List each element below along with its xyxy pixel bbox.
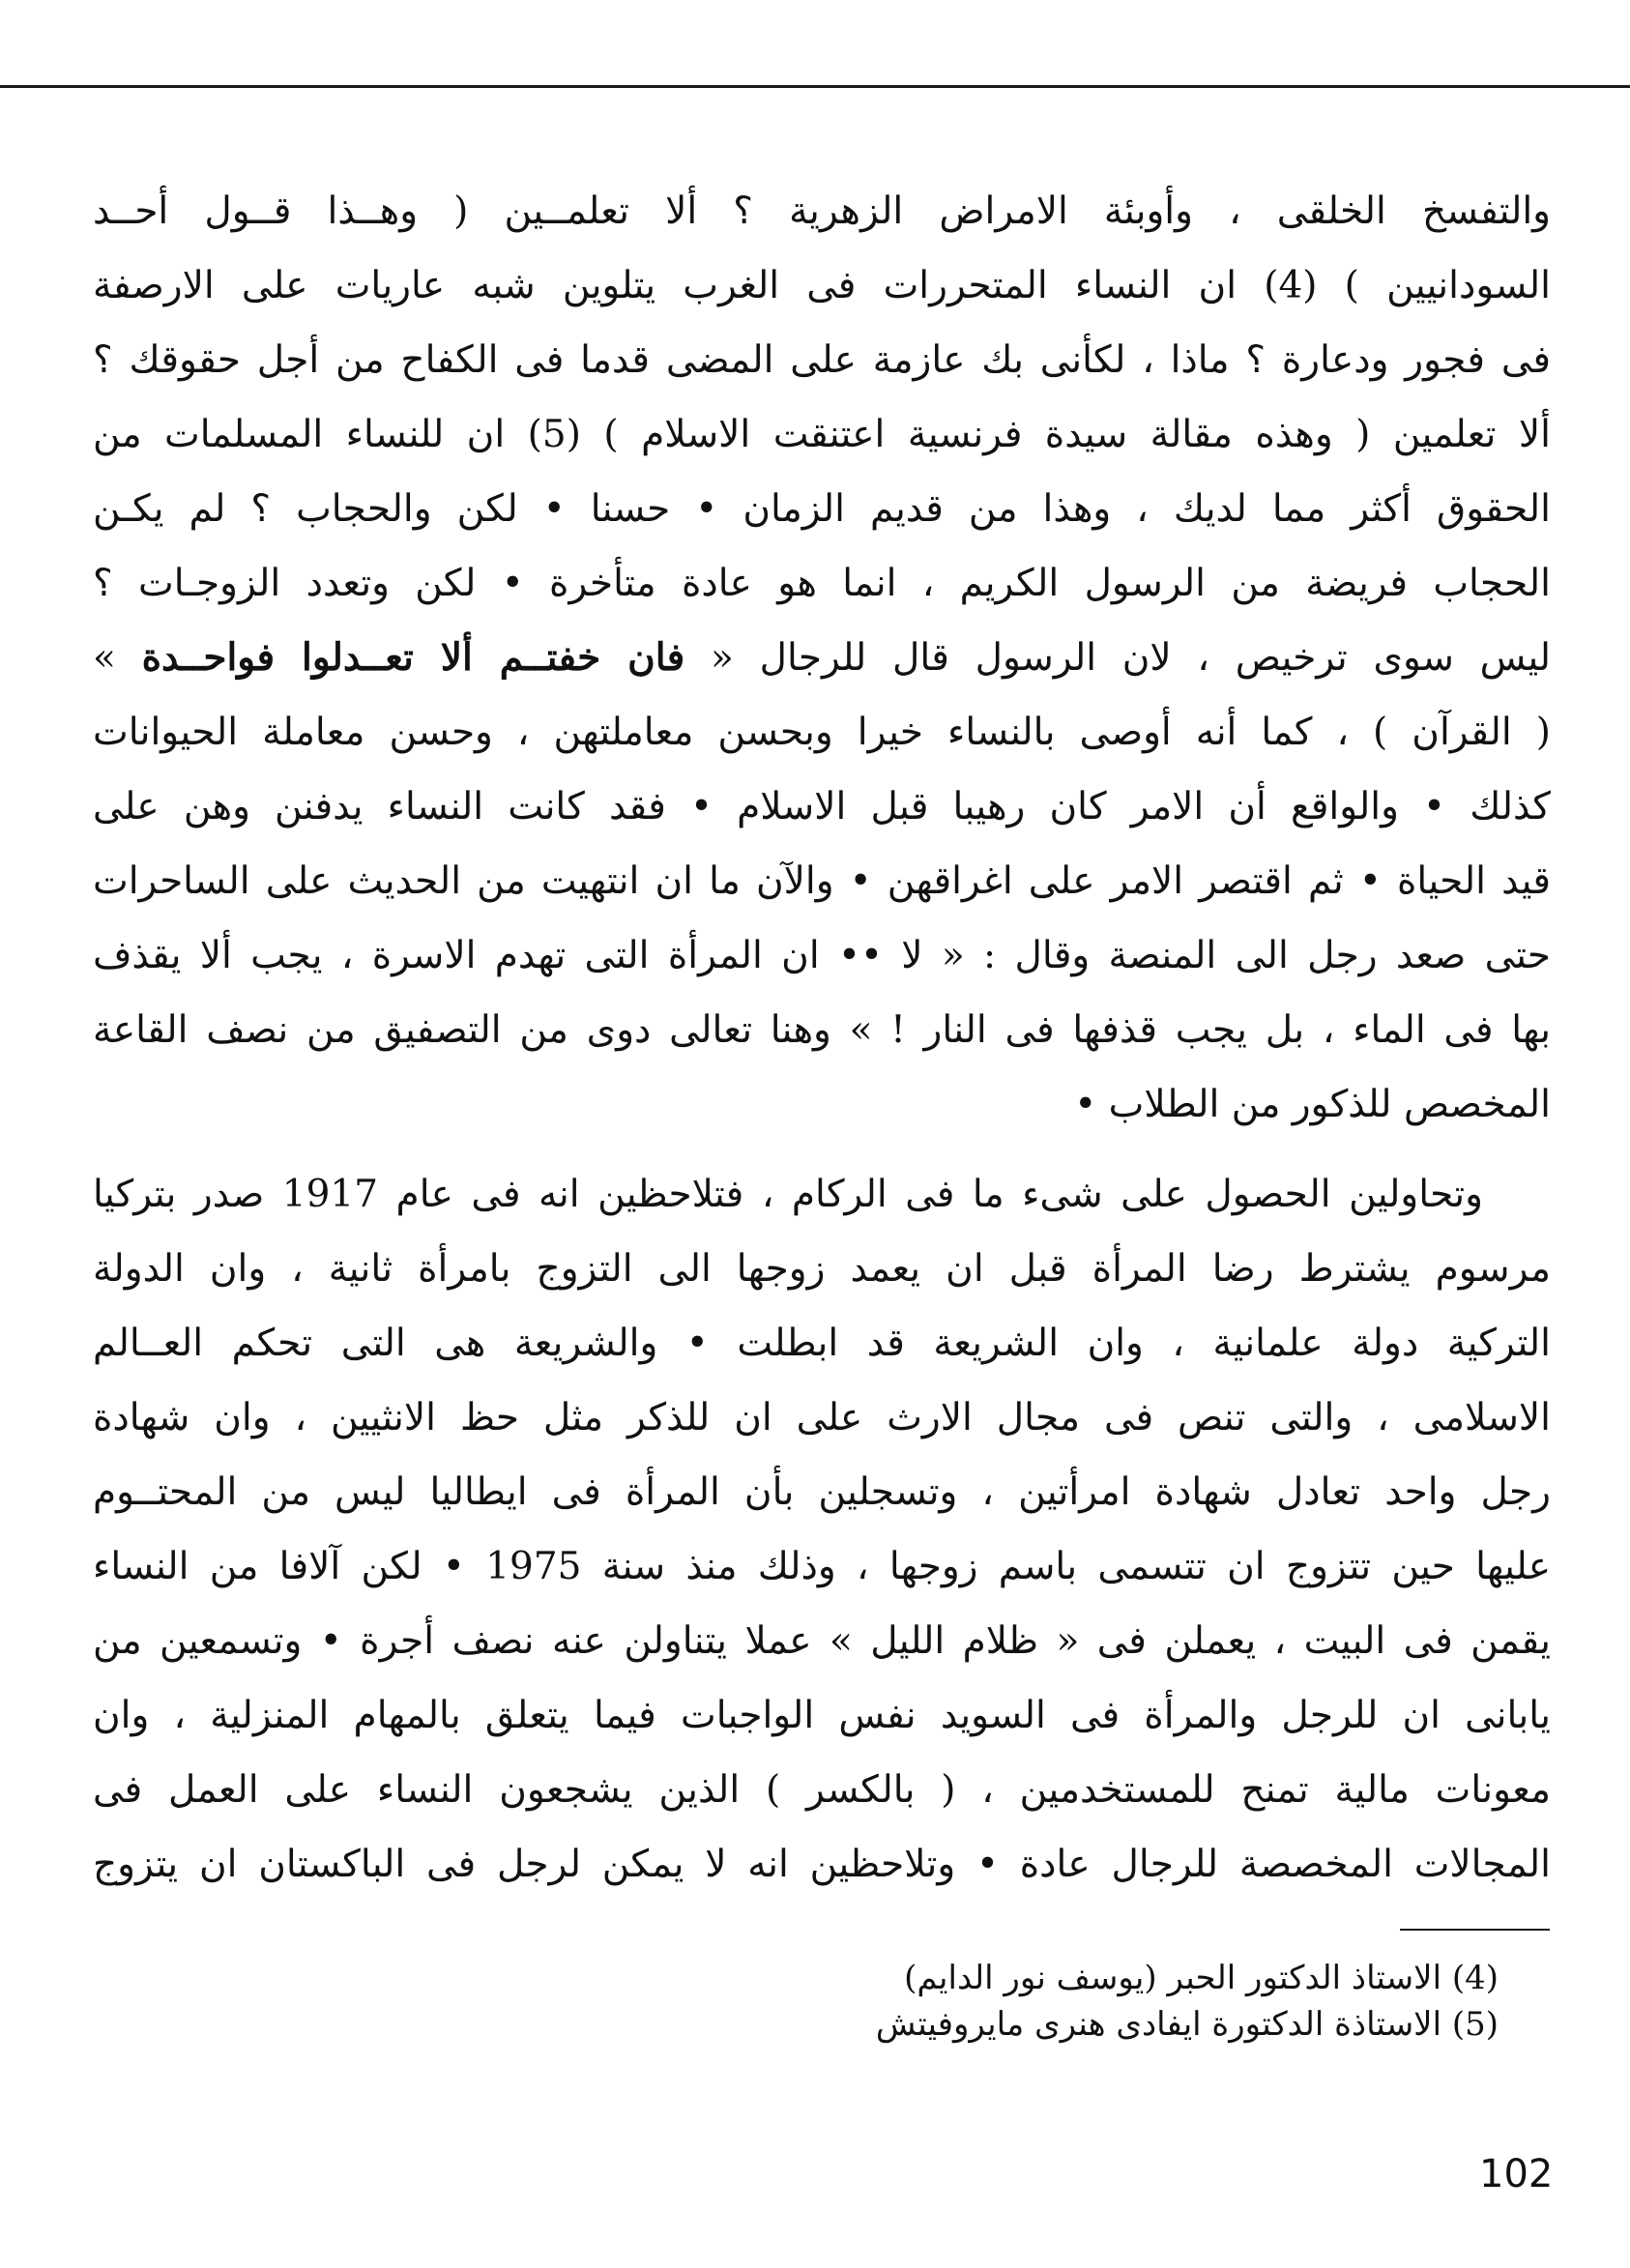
text-line: قيد الحياة • ثم اقتصر الامر على اغراقهن • والآن ما ان انتهيت من الحديث على الساحرات — [93, 859, 1551, 903]
footnotes — [580, 1955, 1499, 2048]
text-line: الاسلامى ، والتى تنص فى مجال الارث على ان للذكر مثل حظ الانثيين ، وان شهادة — [93, 1396, 1551, 1439]
text-line: السودانيين ) (4) ان النساء المتحررات فى الغرب يتلوين شبه عاريات على الارصفة — [93, 264, 1551, 307]
text-line: عليها حين تتزوج ان تتسمى باسم زوجها ، وذلك منذ سنة 1975 • لكن آلافا من النساء — [93, 1545, 1551, 1588]
quran-quote: فان خفتــم ألا تعــدلوا فواحــدة — [141, 635, 685, 680]
paragraph-2 — [93, 1157, 1551, 1902]
footnote-5: (5) الاستاذة الدكتورة ايفادى هنرى مايروفيتش — [875, 2005, 1499, 2044]
text-line: معونات مالية تمنح للمستخدمين ، ( بالكسر ) الذين يشجعون النساء على العمل فى — [93, 1768, 1551, 1812]
text-line: رجل واحد تعادل شهادة امرأتين ، وتسجلين بأن المرأة فى ايطاليا ليس من المحتــوم — [93, 1470, 1551, 1514]
text-line: فى فجور ودعارة ؟ ماذا ، لكأنى بك عازمة على المضى قدما فى الكفاح من أجل حقوقك ؟ — [93, 338, 1551, 382]
page-number: 102 — [1479, 2152, 1554, 2196]
text-line: المجالات المخصصة للرجال عادة • وتلاحظين انه لا يمكن لرجل فى الباكستان ان يتزوج — [93, 1843, 1551, 1886]
text-line: التركية دولة علمانية ، وان الشريعة قد ابطلت • والشريعة هى التى تحكم العــالم — [93, 1322, 1551, 1365]
text-line: ألا تعلمين ( وهذه مقالة سيدة فرنسية اعتنقت الاسلام ) (5) ان للنساء المسلمات من — [93, 413, 1551, 456]
text-line: الحقوق أكثر مما لديك ، وهذا من قديم الزمان • حسنا • لكن والحجاب ؟ لم يكـن — [93, 487, 1551, 531]
text-line-with-quote: ليس سوى ترخيص ، لان الرسول قال للرجال « فان خفتــم ألا تعــدلوا فواحــدة » — [93, 635, 1551, 680]
footnote-separator — [1400, 1929, 1550, 1931]
text-line: وتحاولين الحصول على شىء ما فى الركام ، فتلاحظين انه فى عام 1917 صدر بتركيا — [93, 1173, 1483, 1216]
paragraph-1 — [93, 174, 1551, 1142]
header-rule — [0, 85, 1630, 88]
body-text — [93, 174, 1551, 1902]
text-line: الحجاب فريضة من الرسول الكريم ، انما هو عادة متأخرة • لكن وتعدد الزوجـات ؟ — [93, 562, 1551, 605]
text-line: كذلك • والواقع أن الامر كان رهيبا قبل الاسلام • فقد كانت النساء يدفنن وهن على — [93, 785, 1551, 829]
text-line: ( القرآن ) ، كما أنه أوصى بالنساء خيرا وبحسن معاملتهن ، وحسن معاملة الحيوانات — [93, 711, 1551, 754]
text-line: بها فى الماء ، بل يجب قذفها فى النار ! » وهنا تعالى دوى من التصفيق من نصف القاعة — [93, 1008, 1551, 1052]
text-line: والتفسخ الخلقى ، وأوبئة الامراض الزهرية ؟ ألا تعلمــين ( وهــذا قــول أحــد — [93, 189, 1551, 233]
text-line: مرسوم يشترط رضا المرأة قبل ان يعمد زوجها الى التزوج بامرأة ثانية ، وان الدولة — [93, 1247, 1551, 1291]
footnote-4: (4) الاستاذ الدكتور الحبر (يوسف نور الدايم) — [904, 1959, 1499, 1997]
text-line: المخصص للذكور من الطلاب • — [1074, 1083, 1551, 1126]
text-line: يقمن فى البيت ، يعملن فى « ظلام الليل » عملا يتناولن عنه نصف أجرة • وتسمعين من — [93, 1619, 1551, 1663]
text-line: يابانى ان للرجل والمرأة فى السويد نفس الواجبات فيما يتعلق بالمهام المنزلية ، وان — [93, 1694, 1551, 1737]
text-line: حتى صعد رجل الى المنصة وقال : « لا •• ان المرأة التى تهدم الاسرة ، يجب ألا يقذف — [93, 934, 1551, 977]
paragraph-spacer — [93, 1142, 1551, 1157]
